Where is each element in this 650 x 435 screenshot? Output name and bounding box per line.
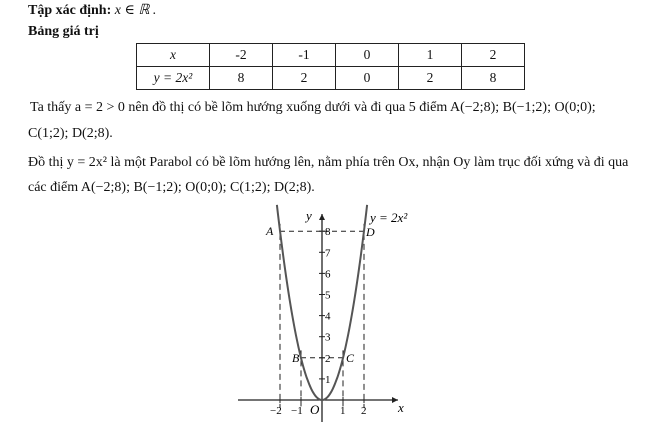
x-axis-label: x [398,400,404,415]
axes [238,214,398,422]
x-tick-label: 2 [361,405,367,417]
y-tick-label: 3 [325,331,331,344]
table-cell: -1 [273,44,336,67]
table-cell: 8 [462,67,525,90]
y-axis-label: y [306,208,312,223]
observation-line-1: Ta thấy a = 2 > 0 nên đồ thị có bề lõm hướng xuống dưới và đi qua 5 điểm A(−2;8); B(−1;2); O(0;0); [30,100,596,115]
table-cell: 8 [210,67,273,90]
x-tick-label: 1 [340,405,346,417]
table-cell: 0 [336,44,399,67]
domain-value: x ∈ ℝ . [114,3,157,18]
axis-ticks [270,226,367,417]
parabola-line-1: Đồ thị y = 2x² là một Parabol có bề lõm hướng lên, nằm phía trên Ox, nhận Oy làm trục đối xứng và đi qua [28,155,629,170]
parabola-line-2: các điểm A(−2;8); B(−1;2); O(0;0); C(1;2); D(2;8). [28,180,315,195]
x-tick-label: −2 [270,405,282,417]
point-label-d: D [366,225,375,240]
table-header-x: x [137,44,210,67]
function-label: y = 2x² [370,210,408,225]
table-cell: 0 [336,67,399,90]
x-tick-label: −1 [291,405,303,417]
y-tick-label: 6 [325,268,331,281]
observation-line-2: C(1;2); D(2;8). [28,126,113,141]
y-tick-label: 4 [325,310,331,323]
point-label-c: C [346,350,355,365]
y-tick-label: 2 [325,352,331,365]
table-heading: Bảng giá trị [28,24,99,39]
table-header-y: y = 2x² [137,67,210,90]
point-label-b: B [292,350,300,365]
domain-label: Tập xác định: [28,3,112,18]
y-axis-arrow [319,214,325,220]
origin-label: O [310,402,320,417]
point-label-a: A [266,224,274,239]
table-cell: 2 [399,67,462,90]
y-tick-label: 7 [325,247,331,260]
y-tick-label: 1 [325,373,331,386]
table-cell: -2 [210,44,273,67]
y-tick-label: 8 [325,226,331,239]
table-cell: 1 [399,44,462,67]
y-tick-label: 5 [325,289,331,302]
table-cell: 2 [273,67,336,90]
table-cell: 2 [462,44,525,67]
